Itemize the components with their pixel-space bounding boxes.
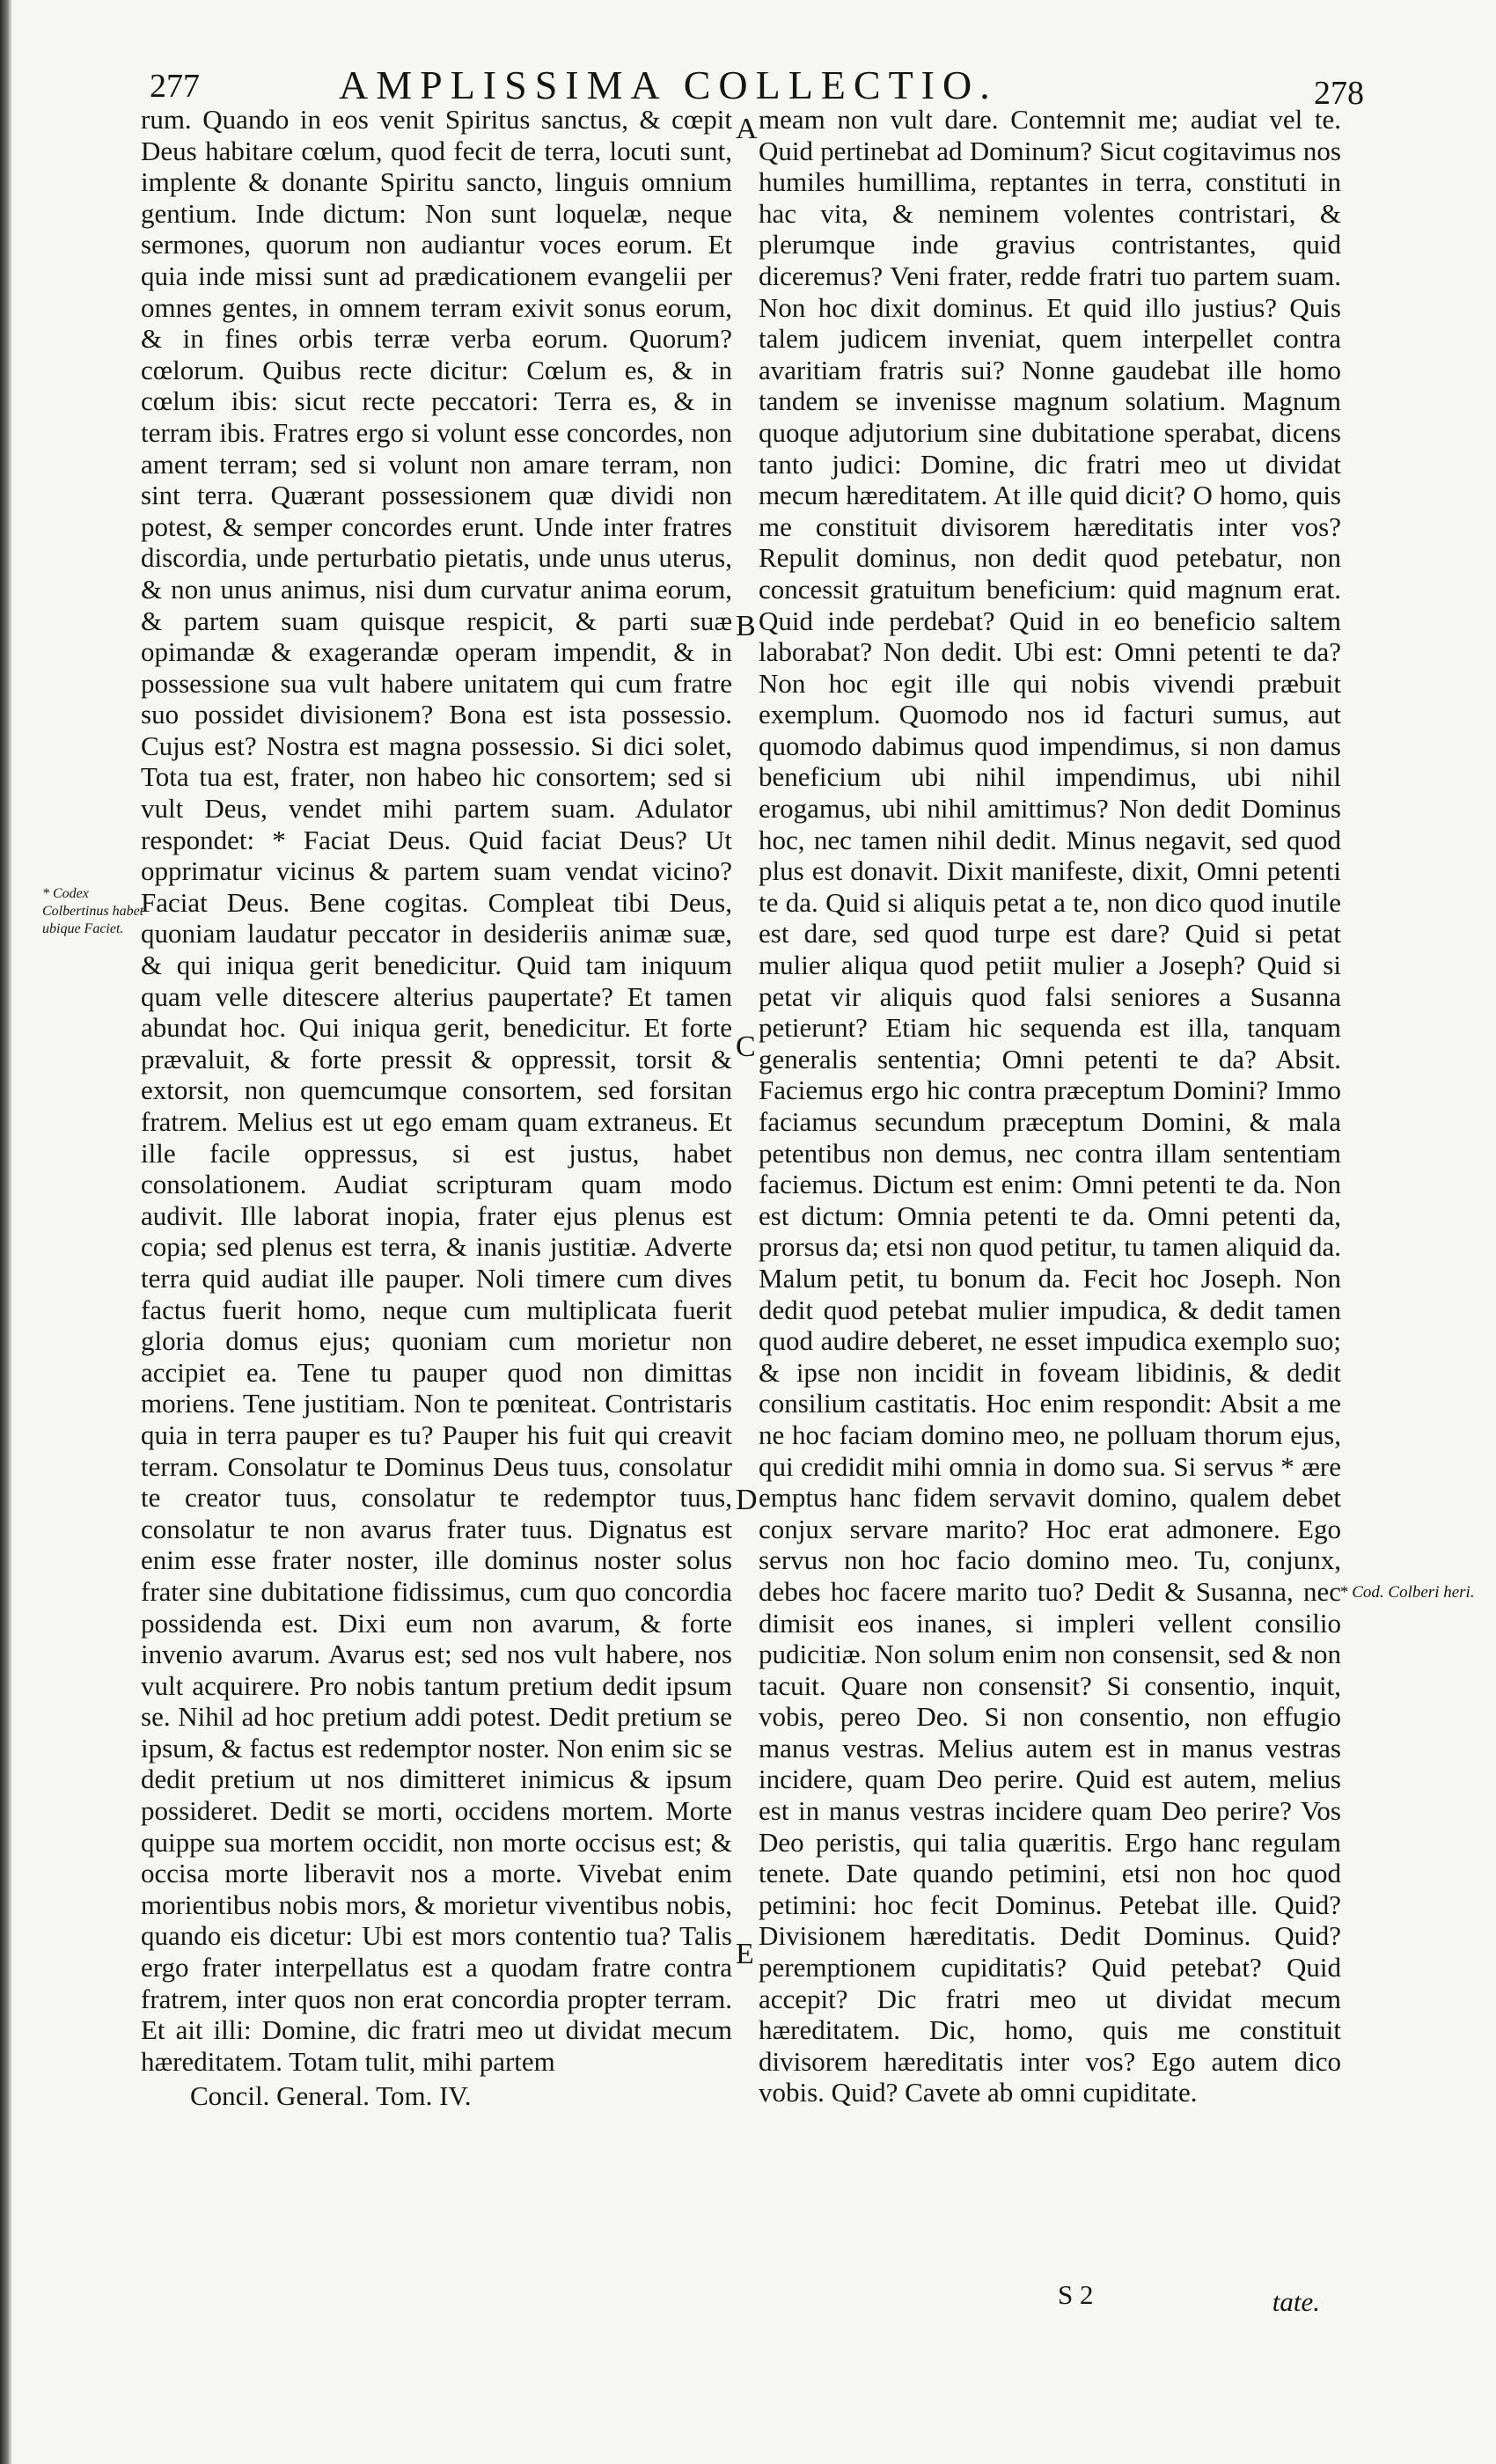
margin-note-right: * Cod. Colberi heri. (1339, 1583, 1475, 1602)
right-column-text: meam non vult dare. Contemnit me; audiat vel te. Quid pertinebat ad Dominum? Sicut cogitavimus nos humiles humillima, reptantes in terra, constituti in hac vita, & neminem volentes contristari, & plerumque inde gravius contristantes, quid diceremus? Veni frater, redde fratri tuo partem suam. Non hoc dixit dominus. Et quid illo justius? Quis talem judicem inveniat, quem interpellet contra avaritiam fratris sui? Nonne gaudebat ille homo tandem se invenisse magnum solatium. Magnum quoque adjutorium sine dubitatione sperabat, dicens tanto judici: Domine, dic fratri meo ut dividat mecum hæreditatem. At ille quid dicit? O homo, quis me constituit divisorem hæreditatis inter vos? Repulit dominus, non dedit quod petebatur, non concessit gratuitum beneficium: quid magnum erat. Quid inde perdebat? Quid in eo beneficio saltem laborabat? Non dedit. Ubi est: Omni petenti te da? Non hoc egit ille qui nobis vivendi præbuit exemplum. Quomodo nos id facturi sumus, aut quomodo dabimus quod impendimus, si non damus beneficium ubi nihil impendimus, ubi nihil erogamus, ubi nihil amittimus? Non dedit Dominus hoc, nec tamen nihil dedit. Minus negavit, sed quod plus est donavit. Dixit manifeste, dixit, Omni petenti te da. Quid si aliquis petat a te, non dico quod inutile est dare, sed quod turpe est dare? Quid si petat mulier aliqua quod petiit mulier a Joseph? Quid si petat vir aliquis quod falsi seniores a Susanna petierunt? Etiam hic sequenda est illa, tanquam generalis sententia; Omni petenti te da? Absit. Faciemus ergo hic contra præceptum Domini? Immo faciamus secundum præceptum Domini, & mala petentibus non demus, nec contra illam sententiam faciemus. Dictum est enim: Omni petenti te da. Non est dictum: Omnia petenti te da. Omni petenti da, prorsus da; etsi non quod petitur, tu tamen aliquid da. Malum petit, tu bonum da. Fecit hoc Joseph. Non dedit quod petebat mulier impudica, & dedit tamen quod audire deberet, ne esset impudica exemplo suo; & ipse non incidit in foveam libidinis, & dedit consilium castitatis. Hoc enim respondit: Absit a me ne hoc faciam domino meo, ne polluam thorum ejus, qui credidit mihi omnia in domo sua. Si servus * ære emptus hanc fidem servavit domino, qualem debet conjux servare marito? Hoc erat admonere. Ego servus non hoc facio domino meo. Tu, conjunx, debes hoc facere marito tuo? Dedit & Susanna, nec dimisit eos inanes, si impleri vellent consilio pudicitiæ. Non solum enim non consensit, sed & non tacuit. Quare non consensit? Si consentio, inquit, vobis, pereo Deo. Si non consentio, non effugio manus vestras. Melius autem est in manus vestras incidere, quam Deo perire. Quid est autem, melius est in manus vestras incidere quam Deo perire? Vos Deo peristis, qui talia quæritis. Ergo hanc regulam tenete. Date quando petimini, etsi non hoc quod petimini: hoc fecit Dominus. Petebat ille. Quid? Divisionem hæreditatis. Dedit Dominus. Quid? peremptionem cupiditatis? Quid petebat? Quid accepit? Dic fratri meo ut dividat mecum hæreditatem. Dic, homo, quis me constituit divisorem hæreditatis inter vos? Ego autem dico vobis. Quid? Cavete ab omni cupiditate. (759, 104, 1341, 2108)
right-column (759, 104, 1341, 2108)
volume-footer: Concil. General. Tom. IV. (190, 2080, 472, 2112)
page-number-left: 277 (150, 68, 200, 105)
section-marker-e: E (736, 1938, 754, 1970)
left-column-text: rum. Quando in eos venit Spiritus sanctus, & cœpit Deus habitare cœlum, quod fecit de terra, locuti sunt, implente & donante Spiritu sancto, linguis omnium gentium. Inde dictum: Non sunt loquelæ, neque sermones, quorum non audiantur voces eorum. Et quia inde missi sunt ad prædicationem evangelii per omnes gentes, in omnem terram exivit sonus eorum, & in fines orbis terræ verba eorum. Quorum? cœlorum. Quibus recte dicitur: Cœlum es, & in cœlum ibis: sicut recte peccatori: Terra es, & in terram ibis. Fratres ergo si volunt esse concordes, non ament terram; sed si volunt non amare terram, non sint terra. Quærant possessionem quæ dividi non potest, & semper concordes erunt. Unde inter fratres discordia, unde perturbatio pietatis, unde unus uterus, & non unus animus, nisi dum curvatur anima eorum, & partem suam quisque respicit, & parti suæ opimandæ & exagerandæ operam impendit, & in possessione sua vult habere unitatem qui cum fratre suo possidet divisionem? Bona est ista possessio. Cujus est? Nostra est magna possessio. Si dici solet, Tota tua est, frater, non habeo hic consortem; sed si vult Deus, vendet mihi partem suam. Adulator respondet: * Faciat Deus. Quid faciat Deus? Ut opprimatur vicinus & partem suam vendat vicino? Faciat Deus. Bene cogitas. Compleat tibi Deus, quoniam laudatur peccator in desideriis animæ suæ, & qui iniqua gerit benedicitur. Quid tam iniquum quam velle ditescere alterius paupertate? Et tamen abundat hoc. Qui iniqua gerit, benedicitur. Et forte prævaluit, & forte pressit & oppressit, torsit & extorsit, non quemcumque consortem, sed forsitan fratrem. Melius est ut ego emam quam extraneus. Et ille facile oppressus, si est justus, habet consolationem. Audiat scripturam quam modo audivit. Ille laborat inopia, frater ejus plenus est copia; sed plenus est terra, & inanis justitiæ. Adverte terra quid audiat ille pauper. Noli timere cum dives factus fuerit homo, neque cum multiplicata fuerit gloria domus ejus; quoniam cum morietur non accipiet ea. Tene tu pauper quod non dimittas moriens. Tene justitiam. Non te pœniteat. Contristaris quia in terra pauper es tu? Pauper his fuit qui creavit terram. Consolatur te Dominus Deus tuus, consolatur te creator tuus, consolatur te redemptor tuus, consolatur te non avarus frater tuus. Dignatus est enim esse frater noster, ille dominus noster solus frater sine dubitatione fidissimus, cum quo concordia possidenda est. Dixi eum non avarum, & forte invenio avarum. Avarus est; sed nos vult habere, nos vult acquirere. Pro nobis tantum pretium dedit ipsum se. Nihil ad hoc pretium addi potest. Dedit pretium se ipsum, & factus est redemptor noster. Non enim sic se dedit pretium ut nos dimitteret inimicus & ipsum possideret. Dedit se morti, occidens mortem. Morte quippe sua mortem occidit, non morte occisus est; & occisa morte liberavit nos a morte. Vivebat enim morientibus nobis mors, & morietur viventibus nobis, quando eis dicetur: Ubi est mors contentio tua? Talis ergo frater interpellatus est a quodam fratre contra fratrem, inter quos non erat concordia propter terram. Et ait illi: Domine, dic fratri meo ut dividat mecum hæreditatem. Totam tulit, mihi partem (141, 104, 732, 2077)
section-marker-a: A (736, 113, 758, 145)
section-marker-c: C (736, 1030, 756, 1063)
section-marker-b: B (736, 610, 756, 642)
catchword: tate. (1272, 2286, 1320, 2317)
margin-note-left: * Codex Colbertinus habet ubique Faciet. (42, 886, 144, 936)
section-marker-d: D (736, 1484, 758, 1516)
left-column (141, 104, 732, 2112)
signature-mark: S 2 (1058, 2279, 1094, 2310)
running-title: AMPLISSIMA COLLECTIO. (339, 62, 998, 107)
book-spine-shadow (0, 0, 12, 2464)
page-number-right: 278 (1314, 75, 1364, 112)
